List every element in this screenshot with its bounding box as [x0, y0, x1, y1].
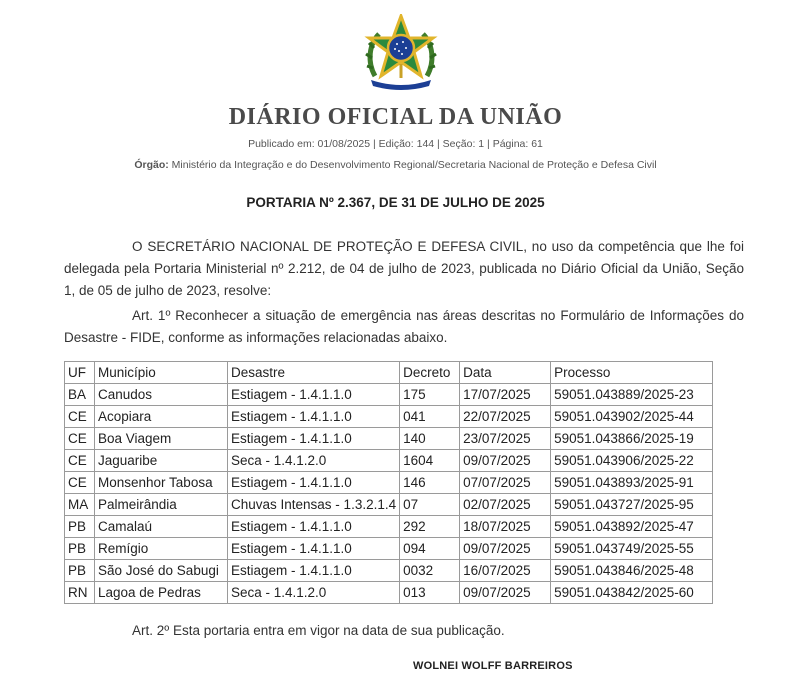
cell-desastre: Estiagem - 1.4.1.1.0	[228, 384, 400, 406]
cell-uf: BA	[65, 384, 95, 406]
emergency-table	[64, 361, 713, 604]
cell-processo: 59051.043749/2025-55	[551, 538, 713, 560]
cell-municipio: Lagoa de Pedras	[95, 582, 228, 604]
cell-desastre: Seca - 1.4.1.2.0	[228, 450, 400, 472]
cell-processo: 59051.043842/2025-60	[551, 582, 713, 604]
article-2-paragraph: Art. 2º Esta portaria entra em vigor na data de sua publicação.	[132, 623, 505, 638]
cell-municipio: Remígio	[95, 538, 228, 560]
header-data: Data	[460, 362, 551, 384]
brazil-coat-of-arms-icon	[361, 14, 441, 90]
orgao-line	[0, 159, 791, 171]
cell-municipio: Acopiara	[95, 406, 228, 428]
portaria-title: PORTARIA Nº 2.367, DE 31 DE JULHO DE 2025	[246, 195, 545, 210]
table-row	[65, 560, 713, 582]
cell-uf: PB	[65, 560, 95, 582]
cell-decreto: 146	[400, 472, 460, 494]
header-processo: Processo	[551, 362, 713, 384]
header-decreto: Decreto	[400, 362, 460, 384]
cell-uf: CE	[65, 450, 95, 472]
cell-uf: PB	[65, 516, 95, 538]
cell-uf: MA	[65, 494, 95, 516]
cell-decreto: 292	[400, 516, 460, 538]
cell-uf: CE	[65, 428, 95, 450]
table-row	[65, 494, 713, 516]
signer-name: WOLNEI WOLFF BARREIROS	[413, 660, 573, 672]
table-row	[65, 538, 713, 560]
cell-desastre: Seca - 1.4.1.2.0	[228, 582, 400, 604]
cell-decreto: 140	[400, 428, 460, 450]
publication-meta: Publicado em: 01/08/2025 | Edição: 144 | Seção: 1 | Página: 61	[248, 138, 543, 150]
cell-data: 22/07/2025	[460, 406, 551, 428]
cell-desastre: Estiagem - 1.4.1.1.0	[228, 406, 400, 428]
cell-municipio: Monsenhor Tabosa	[95, 472, 228, 494]
cell-processo: 59051.043892/2025-47	[551, 516, 713, 538]
cell-uf: CE	[65, 406, 95, 428]
cell-decreto: 094	[400, 538, 460, 560]
cell-data: 07/07/2025	[460, 472, 551, 494]
table-header-row	[65, 362, 713, 384]
table-row	[65, 384, 713, 406]
cell-decreto: 07	[400, 494, 460, 516]
cell-desastre: Estiagem - 1.4.1.1.0	[228, 428, 400, 450]
cell-data: 16/07/2025	[460, 560, 551, 582]
cell-decreto: 175	[400, 384, 460, 406]
cell-desastre: Estiagem - 1.4.1.1.0	[228, 472, 400, 494]
cell-processo: 59051.043902/2025-44	[551, 406, 713, 428]
gazette-title: DIÁRIO OFICIAL DA UNIÃO	[228, 104, 563, 130]
cell-data: 02/07/2025	[460, 494, 551, 516]
cell-decreto: 0032	[400, 560, 460, 582]
cell-municipio: São José do Sabugi	[95, 560, 228, 582]
cell-decreto: 041	[400, 406, 460, 428]
cell-processo: 59051.043893/2025-91	[551, 472, 713, 494]
header-municipio: Município	[95, 362, 228, 384]
cell-municipio: Palmeirândia	[95, 494, 228, 516]
table-row	[65, 428, 713, 450]
orgao-label: Órgão:	[134, 159, 169, 171]
cell-municipio: Jaguaribe	[95, 450, 228, 472]
orgao-value: Ministério da Integração e do Desenvolvimento Regional/Secretaria Nacional de Proteção e Defesa Civil	[171, 159, 657, 171]
cell-municipio: Canudos	[95, 384, 228, 406]
header-uf: UF	[65, 362, 95, 384]
cell-desastre: Estiagem - 1.4.1.1.0	[228, 516, 400, 538]
table-row	[65, 582, 713, 604]
cell-processo: 59051.043846/2025-48	[551, 560, 713, 582]
article-1-paragraph: Art. 1º Reconhecer a situação de emergência nas áreas descritas no Formulário de Informações do Desastre - FIDE, conforme as informações relacionadas abaixo.	[64, 308, 744, 345]
cell-uf: PB	[65, 538, 95, 560]
cell-data: 09/07/2025	[460, 582, 551, 604]
cell-processo: 59051.043889/2025-23	[551, 384, 713, 406]
cell-decreto: 1604	[400, 450, 460, 472]
cell-data: 09/07/2025	[460, 450, 551, 472]
cell-data: 17/07/2025	[460, 384, 551, 406]
table-row	[65, 406, 713, 428]
cell-desastre: Estiagem - 1.4.1.1.0	[228, 538, 400, 560]
cell-uf: RN	[65, 582, 95, 604]
cell-uf: CE	[65, 472, 95, 494]
cell-processo: 59051.043866/2025-19	[551, 428, 713, 450]
cell-processo: 59051.043727/2025-95	[551, 494, 713, 516]
cell-desastre: Chuvas Intensas - 1.3.2.1.4	[228, 494, 400, 516]
cell-desastre: Estiagem - 1.4.1.1.0	[228, 560, 400, 582]
header-desastre: Desastre	[228, 362, 400, 384]
table-row	[65, 450, 713, 472]
cell-municipio: Boa Viagem	[95, 428, 228, 450]
table-row	[65, 516, 713, 538]
cell-municipio: Camalaú	[95, 516, 228, 538]
cell-data: 23/07/2025	[460, 428, 551, 450]
table-row	[65, 472, 713, 494]
cell-decreto: 013	[400, 582, 460, 604]
cell-data: 09/07/2025	[460, 538, 551, 560]
cell-processo: 59051.043906/2025-22	[551, 450, 713, 472]
cell-data: 18/07/2025	[460, 516, 551, 538]
preamble-paragraph: O SECRETÁRIO NACIONAL DE PROTEÇÃO E DEFESA CIVIL, no uso da competência que lhe foi delegada pela Portaria Ministerial nº 2.212, de 04 de julho de 2023, publicada no Diário Oficial da União, Seção 1, de 05 de julho de 2023, resolve:	[64, 239, 744, 298]
